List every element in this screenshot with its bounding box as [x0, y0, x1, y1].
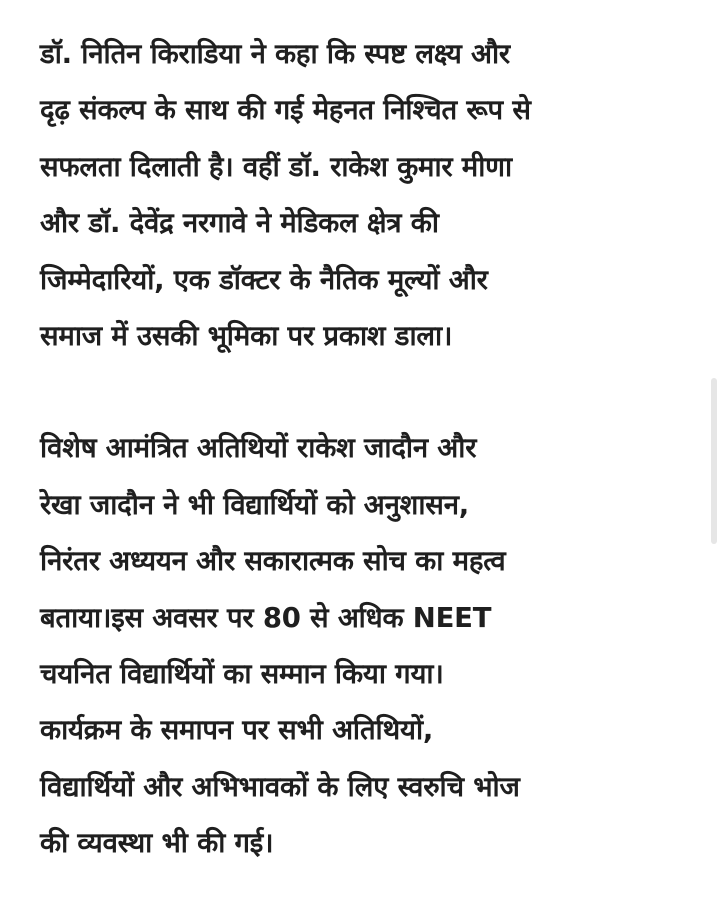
text-line: डॉ. नितिन किराडिया ने कहा कि स्पष्ट लक्ष्य और	[40, 38, 510, 70]
paragraph-1	[40, 26, 700, 364]
article-body	[40, 26, 700, 872]
text-line: चयनित विद्यार्थियों का सम्मान किया गया।	[40, 658, 444, 691]
text-line: रेखा जादौन ने भी विद्यार्थियों को अनुशासन,	[40, 488, 470, 521]
paragraph-spacer	[40, 364, 700, 420]
text-line: की व्यवस्था भी की गई।	[40, 827, 274, 860]
text-line: जिम्मेदारियों, एक डॉक्टर के नैतिक मूल्यों और	[40, 263, 488, 296]
scrollbar-thumb[interactable]	[711, 378, 717, 544]
text-line: विद्यार्थियों और अभिभावकों के लिए स्वरुचि भोज	[40, 770, 520, 803]
text-line: कार्यक्रम के समापन पर सभी अतिथियों,	[40, 714, 434, 747]
text-line: बताया।इस अवसर पर 80 से अधिक NEET	[40, 601, 492, 634]
text-line: और डॉ. देवेंद्र नरगावे ने मेडिकल क्षेत्र की	[40, 207, 439, 240]
text-line: समाज में उसकी भूमिका पर प्रकाश डाला।	[40, 320, 453, 353]
text-line: विशेष आमंत्रित अतिथियों राकेश जादौन और	[40, 432, 477, 465]
paragraph-2	[40, 420, 700, 871]
text-line: सफलता दिलाती है। वहीं डॉ. राकेश कुमार मीणा	[40, 150, 512, 183]
text-line: दृढ़ संकल्प के साथ की गई मेहनत निश्चित रूप से	[40, 94, 531, 127]
text-line: निरंतर अध्ययन और सकारात्मक सोच का महत्व	[40, 545, 506, 578]
scrollbar[interactable]	[710, 0, 718, 898]
